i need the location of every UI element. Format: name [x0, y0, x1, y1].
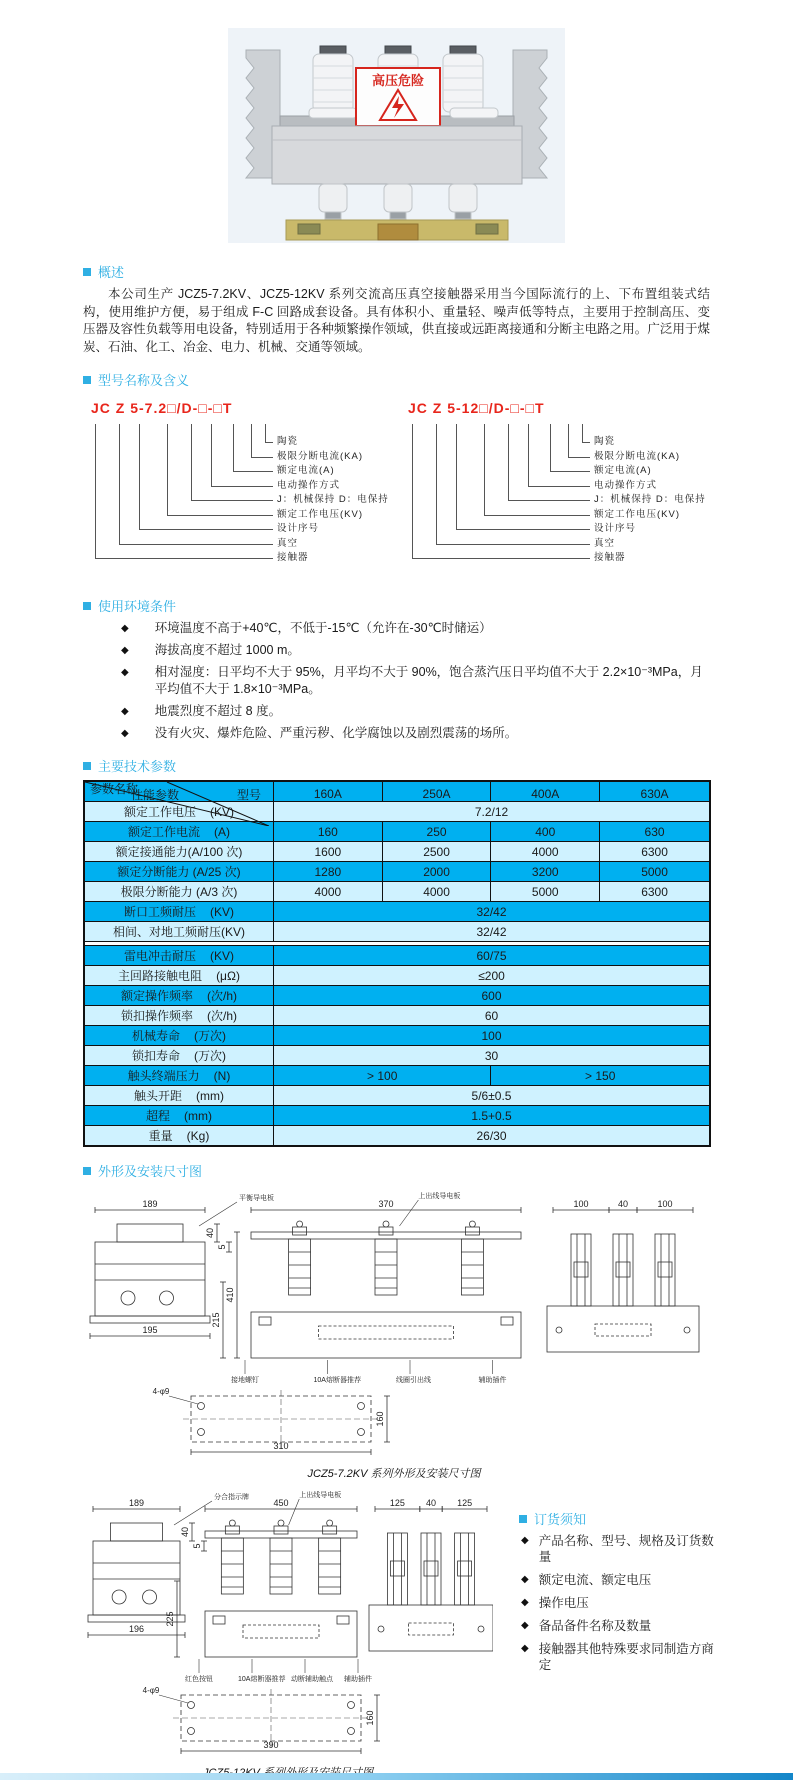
spec-value: > 100: [274, 1066, 491, 1086]
corner-label-performance: 性能参数: [131, 788, 180, 802]
spec-row: [84, 862, 710, 882]
svg-text:4-φ9: 4-φ9: [142, 1686, 160, 1695]
list-item: [83, 642, 710, 659]
svg-text:125: 125: [389, 1498, 405, 1508]
model-label: 接触器: [277, 552, 309, 563]
model-label: 极限分断电流(KA): [594, 450, 681, 462]
section-title: 主要技术参数: [98, 759, 177, 774]
spec-row: [84, 1066, 710, 1086]
list-item: [519, 1618, 717, 1634]
svg-text:160: 160: [365, 1710, 375, 1726]
svg-text:410: 410: [225, 1287, 235, 1303]
model-label: 极限分断电流(KA): [277, 450, 364, 462]
ordering-list: [519, 1533, 717, 1673]
spec-row: [84, 946, 710, 966]
svg-text:接地螺钉: 接地螺钉: [231, 1377, 259, 1384]
diamond-bullet-icon: ◆: [521, 1620, 529, 1631]
list-item: [519, 1533, 717, 1565]
spec-row: [84, 922, 710, 942]
model-code: JC Z 5-7.2□/D-□-□T: [91, 400, 233, 416]
list-item-text: 接触器其他特殊要求同制造方商定: [538, 1642, 714, 1672]
section-bullet-icon: [83, 268, 91, 276]
ordering-section: [519, 1485, 717, 1680]
dimension-drawing-svg: [83, 1186, 705, 1458]
spec-label: 锁扣操作频率 (次/h): [84, 1006, 274, 1026]
diamond-bullet-icon: ◆: [521, 1643, 529, 1654]
section-bullet-icon: [83, 1167, 91, 1175]
model-diagram-12kv: [400, 394, 706, 582]
specs-corner-cell: [84, 781, 274, 802]
spec-value: 30: [274, 1046, 711, 1066]
spec-row: [84, 1106, 710, 1126]
svg-text:40: 40: [180, 1526, 190, 1538]
spec-value: 5000: [600, 862, 710, 882]
svg-text:125: 125: [457, 1498, 473, 1508]
svg-text:100: 100: [657, 1199, 673, 1209]
diamond-bullet-icon: ◆: [521, 1535, 529, 1546]
model-diagrams: [83, 394, 710, 582]
spec-value: ≤200: [274, 966, 711, 986]
dimension-drawing-svg: [83, 1485, 493, 1757]
svg-text:225: 225: [165, 1611, 175, 1627]
svg-text:40: 40: [425, 1498, 437, 1508]
spec-value: 4000: [491, 842, 600, 862]
spec-label: 额定工作电流 (A): [84, 822, 274, 842]
svg-text:310: 310: [273, 1441, 289, 1451]
list-item-text: 海拔高度不超过 1000 m。: [154, 643, 300, 657]
spec-row: [84, 1046, 710, 1066]
spec-value: 250: [382, 822, 491, 842]
spec-row: [84, 986, 710, 1006]
footer-divider: [0, 1773, 793, 1780]
model-label: 陶瓷: [594, 436, 616, 447]
spec-row: [84, 882, 710, 902]
list-item: [83, 703, 710, 720]
section-bullet-icon: [83, 376, 91, 384]
svg-text:10A熔断器推荐: 10A熔断器推荐: [313, 1377, 361, 1384]
svg-text:辅助插件: 辅助插件: [478, 1377, 507, 1384]
spec-label: 断口工频耐压 (KV): [84, 902, 274, 922]
svg-text:195: 195: [142, 1325, 158, 1335]
specs-column-header: 160A: [274, 781, 383, 802]
list-item-text: 环境温度不高于+40℃，不低于-15℃（允许在-30℃时储运）: [154, 621, 492, 635]
drawing-jcz5-12kv: [83, 1485, 493, 1780]
model-label: 额定电流(A): [594, 465, 652, 476]
model-diagram-7-2kv: [83, 394, 389, 582]
corner-label-model: 型号: [236, 788, 261, 802]
section-heading-model: [83, 370, 710, 389]
spec-label: 额定操作频率 (次/h): [84, 986, 274, 1006]
spec-value: 32/42: [274, 922, 711, 942]
drawing-caption: JCZ5-7.2KV 系列外形及安装尺寸图: [307, 1468, 481, 1480]
spec-value: 4000: [274, 882, 383, 902]
spec-value: 400: [491, 822, 600, 842]
spec-value: 160: [274, 822, 383, 842]
overview-paragraph: 本公司生产 JCZ5-7.2KV、JCZ5-12KV 系列交流高压真空接触器采用当今国际流行的上、下布置组装式结构，使用维护方便，易于组成 F-C 回路成套设备。具有体积小、重量轻、噪声低等特点，主要用于控制高压、变压器及容性负载等用电设备，特别适用于各种频繁操作领域，供直接或远距离接通和分断主电路之用。广泛用于煤炭、石油、化工、冶金、电力、机械、交通等领域。: [83, 287, 710, 354]
warning-plate: [356, 68, 440, 126]
model-label: 设计序号: [277, 523, 320, 534]
model-label: 电动操作方式: [594, 479, 658, 491]
spec-value: > 150: [491, 1066, 710, 1086]
list-item: [519, 1572, 717, 1588]
diamond-bullet-icon: ◆: [521, 1597, 529, 1608]
model-label: 陶瓷: [277, 436, 299, 447]
specs-table-body: [84, 802, 710, 1147]
list-item: [519, 1641, 717, 1673]
svg-text:动断辅助触点: 动断辅助触点: [291, 1676, 333, 1683]
spec-label: 主回路接触电阻 (μΩ): [84, 966, 274, 986]
spec-row: [84, 842, 710, 862]
spec-label: 重量 (Kg): [84, 1126, 274, 1147]
spec-value: 5/6±0.5: [274, 1086, 711, 1106]
list-item: [83, 620, 710, 637]
diamond-bullet-icon: ◆: [121, 623, 129, 634]
spec-label: 触头开距 (mm): [84, 1086, 274, 1106]
diamond-bullet-icon: ◆: [121, 728, 129, 739]
section-heading-ordering: [519, 1509, 717, 1528]
list-item-text: 地震烈度不超过 8 度。: [154, 704, 282, 718]
spec-value: 6300: [600, 842, 710, 862]
svg-text:40: 40: [205, 1227, 215, 1239]
specs-column-header: 250A: [382, 781, 491, 802]
spec-row: [84, 1006, 710, 1026]
svg-text:196: 196: [128, 1624, 145, 1634]
svg-text:红色按钮: 红色按钮: [185, 1676, 213, 1683]
section-bullet-icon: [83, 602, 91, 610]
svg-text:5: 5: [192, 1543, 202, 1549]
section-heading-dimensions: [83, 1161, 710, 1180]
spec-row: [84, 1126, 710, 1147]
section-heading-overview: [83, 262, 710, 281]
list-item-text: 相对湿度：日平均不大于 95%，月平均不大于 90%，饱合蒸汽压日平均值不大于 2.2×10⁻³MPa，月平均值不大于 1.8×10⁻³MPa。: [154, 665, 703, 696]
svg-text:215: 215: [211, 1312, 221, 1328]
environment-list: [83, 620, 710, 742]
spec-label: 相间、对地工频耐压(KV): [84, 922, 274, 942]
specs-table: [83, 780, 711, 1147]
spec-label: 机械寿命 (万次): [84, 1026, 274, 1046]
diamond-bullet-icon: ◆: [121, 667, 129, 678]
section-title: 订货须知: [534, 1512, 587, 1527]
list-item-text: 操作电压: [538, 1596, 589, 1610]
svg-text:189: 189: [128, 1498, 145, 1508]
spec-label: 额定工作电压 (KV): [84, 802, 274, 822]
specs-column-header: 400A: [491, 781, 600, 802]
spec-value: 1280: [274, 862, 383, 882]
svg-text:450: 450: [273, 1498, 289, 1508]
section-bullet-icon: [83, 762, 91, 770]
model-label: 额定工作电压(KV): [277, 508, 364, 520]
spec-row: [84, 1026, 710, 1046]
spec-value: 7.2/12: [274, 802, 711, 822]
spec-value: 60: [274, 1006, 711, 1026]
product-photo: [0, 0, 793, 248]
list-item-text: 没有火灾、爆炸危险、严重污秽、化学腐蚀以及剧烈震荡的场所。: [154, 726, 518, 740]
diamond-bullet-icon: ◆: [121, 706, 129, 717]
spec-label: 额定接通能力(A/100 次): [84, 842, 274, 862]
spec-label: 触头终端压力 (N): [84, 1066, 274, 1086]
svg-text:平衡导电板: 平衡导电板: [239, 1195, 274, 1202]
section-bullet-icon: [519, 1515, 527, 1523]
corner-label-parameter: 参数名称: [90, 782, 139, 796]
spec-value: 2000: [382, 862, 491, 882]
spec-value: 6300: [600, 882, 710, 902]
spec-label: 超程 (mm): [84, 1106, 274, 1126]
spec-value: 32/42: [274, 902, 711, 922]
model-label: 真空: [277, 537, 299, 549]
list-item: [83, 664, 710, 698]
section-heading-environment: [83, 596, 710, 615]
spec-value: 100: [274, 1026, 711, 1046]
svg-text:辅助插件: 辅助插件: [344, 1676, 372, 1683]
list-item-text: 额定电流、额定电压: [538, 1573, 652, 1587]
model-label: 电动操作方式: [277, 479, 341, 491]
diamond-bullet-icon: ◆: [121, 645, 129, 656]
spec-value: 630: [600, 822, 710, 842]
section-heading-specs: [83, 756, 710, 775]
section-title: 概述: [98, 265, 125, 280]
model-label: 接触器: [594, 552, 626, 563]
specs-header-row: [84, 781, 710, 802]
svg-text:5: 5: [217, 1244, 227, 1250]
spec-row: [84, 902, 710, 922]
diamond-bullet-icon: ◆: [521, 1574, 529, 1585]
product-photo-image: [228, 28, 565, 243]
spec-label: 锁扣寿命 (万次): [84, 1046, 274, 1066]
svg-text:370: 370: [378, 1199, 394, 1209]
spec-value: 1.5+0.5: [274, 1106, 711, 1126]
model-code: JC Z 5-12□/D-□-□T: [408, 400, 545, 416]
model-label: 额定电流(A): [277, 465, 335, 476]
spec-value: 60/75: [274, 946, 711, 966]
spec-value: 26/30: [274, 1126, 711, 1147]
drawing-jcz5-7-2kv: [83, 1186, 793, 1481]
spec-value: 4000: [382, 882, 491, 902]
spec-value: 3200: [491, 862, 600, 882]
section-title: 使用环境条件: [98, 599, 177, 614]
model-label: J：机械保持 D：电保持: [277, 494, 389, 505]
spec-value: 2500: [382, 842, 491, 862]
model-label: 设计序号: [594, 523, 637, 534]
svg-text:4-φ9: 4-φ9: [152, 1387, 170, 1396]
svg-text:100: 100: [573, 1199, 589, 1209]
model-label: J：机械保持 D：电保持: [594, 494, 706, 505]
list-item: [83, 725, 710, 742]
spec-row: [84, 966, 710, 986]
svg-text:160: 160: [375, 1411, 385, 1427]
list-item-text: 备品备件名称及数量: [538, 1619, 652, 1633]
svg-text:分合指示牌: 分合指示牌: [214, 1494, 249, 1501]
spec-value: 600: [274, 986, 711, 1006]
svg-text:189: 189: [142, 1199, 158, 1209]
list-item: [519, 1595, 717, 1611]
specs-column-header: 630A: [600, 781, 710, 802]
model-label: 真空: [594, 537, 616, 549]
svg-text:390: 390: [263, 1740, 279, 1750]
spec-label: 额定分断能力 (A/25 次): [84, 862, 274, 882]
section-title: 型号名称及含义: [98, 373, 190, 388]
spec-value: 5000: [491, 882, 600, 902]
spec-label: 雷电冲击耐压 (KV): [84, 946, 274, 966]
svg-text:40: 40: [617, 1199, 629, 1209]
model-label: 额定工作电压(KV): [594, 508, 681, 520]
list-item-text: 产品名称、型号、规格及订货数量: [538, 1534, 714, 1564]
spec-label: 极限分断能力 (A/3 次): [84, 882, 274, 902]
warning-text: 高压危险: [371, 73, 425, 88]
svg-text:10A熔断器推荐: 10A熔断器推荐: [238, 1676, 286, 1683]
svg-text:上出线导电板: 上出线导电板: [418, 1193, 461, 1200]
spec-value: 1600: [274, 842, 383, 862]
section-title: 外形及安装尺寸图: [98, 1164, 203, 1179]
svg-text:上出线导电板: 上出线导电板: [299, 1492, 342, 1499]
spec-row: [84, 1086, 710, 1106]
svg-text:线圈引出线: 线圈引出线: [396, 1377, 431, 1384]
